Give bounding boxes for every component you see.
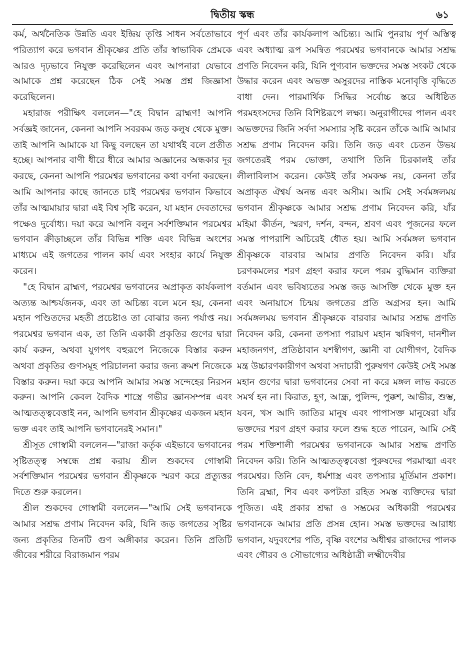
paragraph: কর্ম, অর্থনৈতিক উন্নতি এবং ইন্দ্রিয় তৃপ্তি সাধন সর্বতোভাবে পরিত্যাগ করে ভগবান শ্রীকৃষ্ণের প্রতি তাঁর স্বাভাবিক প্রেমকে আরও দৃঢ়ভাবে নিযুক্ত করেছিলেন এবং আপনারা যেভাবে আমাকে প্রশ্ন করেছেন ঠিক সেই সমস্ত প্রশ্ন জিজ্ঞাসা করেছিলেন। [13,30,232,104]
running-header [14,8,451,24]
right-column [237,28,456,645]
paragraph: শ্রীসূত গোস্বামী বললেন—"রাজা কর্তৃক এইভাবে ভগবানের সৃষ্টিতত্ত্ব সম্বন্ধে প্রশ্ন করায় শ্রীল শুকদেব গোস্বামী সর্বশক্তিমান পরমেশ্বর ভগবান শ্রীকৃষ্ণকে স্মরণ করে প্রত্যুত্তর দিতে শুরু করলেন। [13,440,232,499]
section-title: দ্বিতীয় স্কন্ধ [210,10,255,21]
header-rule [12,24,453,25]
page-number: ৬১ [436,10,449,21]
paragraph: মহারাজ পরীক্ষিৎ বললেন—"হে বিদ্বান ব্রাহ্মণ! আপনি সর্বজ্ঞই জানেন, কেননা আপনি সবরকম জড় কলুষ থেকে মুক্ত। তাই আপনি আমাকে যা কিছু বলছেন তা যথার্থই বলে প্রতীত হচ্ছে। আপনার বাণী ধীরে ধীরে আমার অজ্ঞানের অন্ধকার দূর করছে, কেননা আপনি পরমেশ্বর ভগবানের কথা বর্ণনা করছেন। আমি আপনার কাছে জানতে চাই পরমেশ্বর ভগবান কিভাবে তাঁর আত্মমায়ার দ্বারা এই বিশ্ব সৃষ্টি করেন, যা মহান দেবতাদের পক্ষেও দুর্বোধ্য। দয়া করে আপনি বলুন সর্বশক্তিমান পরমেশ্বর ভগবান ক্রীড়াচ্ছলে তাঁর বিভিন্ন শক্তি এবং বিভিন্ন অংশের মাধ্যমে এই জগতের পালন কার্য এবং সংহার কার্যে নিযুক্ত করেন। [13,108,232,277]
paragraph: পূর্ণ এবং তাঁর কার্যকলাপ অচিন্ত্য। আমি পুনরায় পূর্ণ অস্তিত্ব এবং অধ্যাত্ম রূপ সমন্বিত পরমেশ্বর ভগবানকে আমার সশ্রদ্ধ প্রণতি নিবেদন করি, যিনি পুণ্যবান ভক্তদের সমস্ত সংকট থেকে উদ্ধার করেন এবং অভক্ত অসুরদের নাস্তিক মনোবৃত্তি বৃদ্ধিতে বাধা দেন। পারমার্থিক সিদ্ধির সর্বোচ্চ স্তরে অধিষ্ঠিত পরমহংসদের তিনি বিশিষ্টরূপে লক্ষ্য। অনুরাগীদের পালন এবং অভক্তদের জিনি সর্বদা সমস্যার সৃষ্টি করেন তাঁকে আমি আমার সশ্রদ্ধ প্রণাম নিবেদন করি। তিনি জড় এবং চেতন উভয় জগতেরই পরম ভোক্তা, তথাপি তিনি চিরকালই তাঁর লীলাবিলাস করেন। কেউই তাঁর সমকক্ষ নয়, কেননা তাঁর অপ্রাকৃত ঐশ্বর্য অনন্ত এবং অসীম। আমি সেই সর্বমঙ্গলময় ভগবান শ্রীকৃষ্ণকে আমার সশ্রদ্ধ প্রণাম নিবেদন করি, যাঁর মহিমা কীর্তন, স্মরণ, দর্শন, বন্দন, শ্রবণ এবং পূজনের ফলে সমস্ত পাপরাশি অচিরেই ধৌত হয়। আমি সর্বমঙ্গল ভগবান শ্রীকৃষ্ণকে বারবার আমার প্রণতি নিবেদন করি। যাঁর চরণকমলের শরণ গ্রহণ করার ফলে পরম বুদ্ধিমান ব্যক্তিরা বর্তমান এবং ভবিষ্যতের সমস্ত জড় আসক্তি থেকে মুক্ত হন এবং অনায়াসে চিন্ময় জগতের প্রতি অগ্রসর হন। আমি সর্বমঙ্গলময় ভগবান শ্রীকৃষ্ণকে বারবার আমার সশ্রদ্ধ প্রণতি নিবেদন করি, কেননা তপস্যা পরায়ণ মহান ঋষিগণ, দানশীল মহাজনগণ, প্রতিষ্ঠাবান যশস্বীগণ, জ্ঞানী বা যোগীগণ, বৈদিক মন্ত্র উচ্চারণকারীগণ অথবা সদাচারী পুরুষগণ কেউই সেই সমস্ত মহান গুণের দ্বারা ভগবানের সেবা না করে মঙ্গল লাভ করতে সমর্থ হন না। কিরাত, হূণ, আন্ধ্র, পুলিন্দ, পুক্কশ, আভীর, শুম্ভ, যবন, খস আদি জাতির মানুষ এবং পাপাসক্ত মানুষেরা যাঁর ভক্তদের শরণ গ্রহণ করার ফলে শুদ্ধ হতে পারেন, আমি সেই পরম শক্তিশালী পরমেশ্বর ভগবানকে আমার সশ্রদ্ধ প্রণতি নিবেদন করি। তিনি আত্মতত্ত্ববেত্তা পুরুষদের পরমাত্মা এবং পরমেশ্বর। তিনি বেদ, ধর্মশাস্ত্র এবং তপস্যার মূর্তিমান প্রকাশ। তিনি ব্রহ্মা, শিব এবং কপটতা রহিত সমস্ত ব্যক্তিদের দ্বারা পূজিত। এই প্রকার শ্রদ্ধা ও সম্ভ্রমের অধিকারী পরমেশ্বর ভগবানকে আমার প্রতি প্রসন্ন হোন। সমস্ত ভক্তদের আরাধ্য ভগবান, যদুবংশের পতি, বৃষ্ণি বংশের অধীশ্বর রাজাদের পালক এবং গৌরব ও সৌভাগ্যের অধিষ্ঠাত্রী লক্ষ্মীদেবীর [237,30,456,562]
paragraph: "হে বিদ্বান ব্রাহ্মণ, পরমেশ্বর ভগবানের অপ্রাকৃত কার্যকলাপ অত্যন্ত আশ্চর্যজনক, এবং তা অচিন্ত্য বলে মনে হয়, কেননা মহান পণ্ডিতদের মহতী প্রচেষ্টাও তা বোঝার জন্য পর্যাপ্ত নয়। পরমেশ্বর ভগবান এক, তা তিনি একাকী প্রকৃতির গুণের দ্বারা কার্য করুন, অথবা যুগপৎ বহুরূপে নিজেকে বিস্তার করুন অথবা প্রকৃতির গুণসমূহ পরিচালনা করার জন্য ক্রমশ নিজেকে বিস্তার করুন। দয়া করে আপনি আমার সমস্ত সন্দেহের নিরসন করুন। আপনি কেবল বৈদিক শাস্ত্রে গভীর জ্ঞানসম্পন্ন এবং আত্মতত্ত্ববেত্তাই নন, আপনি ভগবান শ্রীকৃষ্ণের একজন মহান ভক্ত এবং তাই আপনি ভগবানেরই সমান।" [13,282,232,435]
left-column [13,28,232,645]
paragraph: শ্রীল শুকদেব গোস্বামী বললেন—"আমি সেই ভগবানকে আমার সশ্রদ্ধ প্রণাম নিবেদন করি, যিনি জড় জগতের সৃষ্টির জন্য প্রকৃতির তিনটি গুণ অঙ্গীকার করেন। তিনি প্রতিটি জীবের শরীরে বিরাজমান পরম [13,503,232,562]
